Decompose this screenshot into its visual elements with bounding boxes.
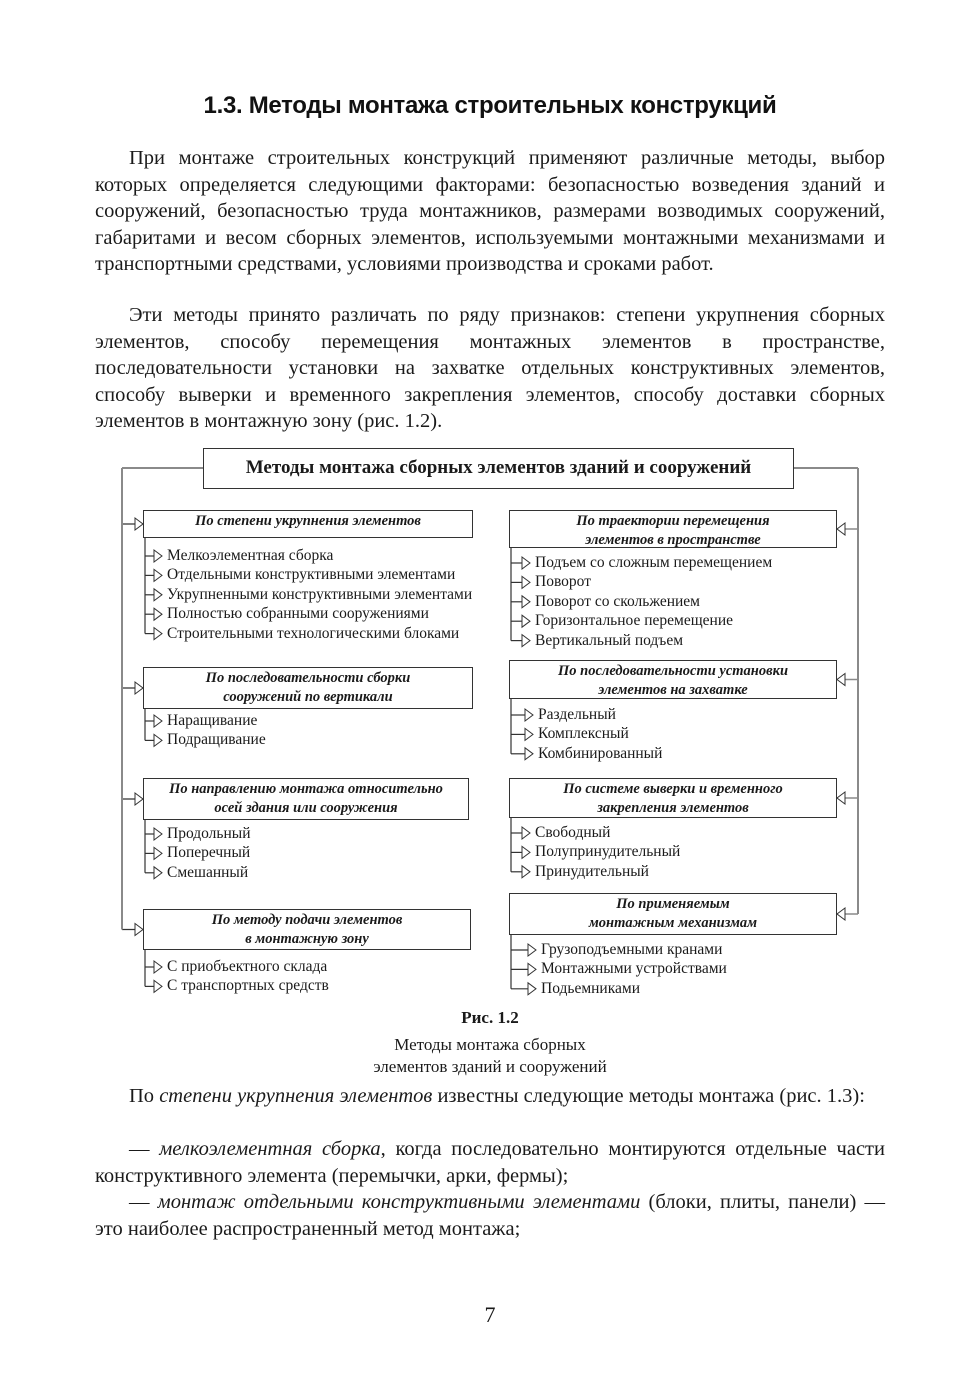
list-item-small-element <box>95 1136 885 1189</box>
arrow-left-icon <box>837 674 845 686</box>
figure-caption-line-1: Методы монтажа сборных <box>394 1035 586 1054</box>
right-category-box-2 <box>509 660 837 699</box>
arrow-right-icon <box>135 924 143 936</box>
method-item: С транспортных средств <box>167 977 329 995</box>
paragraph-enlargement <box>95 1083 885 1110</box>
method-item: Подьемниками <box>541 979 641 997</box>
arrow-right-icon <box>528 944 536 956</box>
left-category-box-1 <box>143 510 473 538</box>
arrow-left-icon <box>837 523 845 535</box>
arrow-right-icon <box>154 980 162 992</box>
method-item: Горизонтальное перемещение <box>535 612 734 630</box>
list-item-separate-elements <box>95 1189 885 1242</box>
category-title-line: элементов в пространстве <box>585 532 761 548</box>
method-item: Поперечный <box>167 844 251 862</box>
diagram-title-box: Методы монтажа сборных элементов зданий и сооружений <box>203 448 794 489</box>
arrow-right-icon <box>154 961 162 973</box>
arrow-right-icon <box>525 728 533 740</box>
arrow-right-icon <box>135 682 143 694</box>
method-item: Комплексный <box>538 725 629 743</box>
method-item: Раздельный <box>538 706 616 723</box>
page-number: 7 <box>484 1302 496 1327</box>
category-title-line: сооружений по вертикали <box>223 689 393 705</box>
arrow-right-icon <box>528 963 536 975</box>
arrow-right-icon <box>154 608 162 620</box>
paragraph-intro: При монтаже строительных конструкций применяют различные методы, выбор которых определяется следующими факторами: безопасностью возведения зданий и сооружений, безопасностью труда монтажников, размерами возводимых сооружений, габаритами и весом сборных элементов, используемыми монтажными механизмами и транспортными средствами, условиями производства и сроками работ. <box>95 147 885 275</box>
arrow-right-icon <box>522 635 530 647</box>
method-item: Смешанный <box>167 863 249 881</box>
category-title-line: По направлению монтажа относительно <box>169 781 443 797</box>
arrow-right-icon <box>135 793 143 805</box>
arrow-right-icon <box>154 589 162 601</box>
arrow-right-icon <box>522 846 530 858</box>
paragraph-criteria: Эти методы принято различать по ряду признаков: степени укрупнения сборных элементов, способу перемещения монтажных элементов в пространстве, последовательности установки на захватке отдельных конструктивных элементов, способу выверки и временного закрепления элементов, способу доставки сборных элементов в монтажную зону (рис. 1.2). <box>95 304 885 432</box>
arrow-right-icon <box>154 734 162 746</box>
left-category-box-2 <box>143 667 473 709</box>
right-category-box-4 <box>509 893 837 935</box>
method-item: Поворот со скольжением <box>535 592 700 610</box>
method-item: Продольный <box>167 825 251 842</box>
right-category-box-3 <box>509 778 837 818</box>
left-category-box-4 <box>143 909 471 950</box>
category-title-line: в монтажную зону <box>245 931 369 947</box>
arrow-right-icon <box>522 576 530 588</box>
category-title-line: По применяемым <box>616 896 730 912</box>
category-title-line: монтажным механизмам <box>588 915 758 931</box>
arrow-right-icon <box>525 709 533 721</box>
method-item: Наращивание <box>167 712 258 729</box>
text: (блоки, плиты, панели) — это наиболее распространенный метод монтажа; <box>95 1191 886 1240</box>
arrow-right-icon <box>522 557 530 569</box>
method-item: Отдельными конструктивными элементами <box>167 566 456 584</box>
dash: — <box>129 1138 160 1160</box>
category-title-line: осей здания или сооружения <box>214 800 398 816</box>
text: , когда последовательно монтируются отдельные части конструктивного элемента (перемычки, арки, фермы); <box>95 1138 885 1187</box>
method-item: Монтажными устройствами <box>541 960 727 978</box>
text: известны следующие методы монтажа (рис. 1.3): <box>432 1085 865 1107</box>
arrow-right-icon <box>522 866 530 878</box>
method-item: Комбинированный <box>538 744 663 762</box>
category-title-line: По последовательности установки <box>557 663 789 679</box>
category-title-line: элементов на захватке <box>598 682 748 698</box>
arrow-right-icon <box>522 827 530 839</box>
arrow-right-icon <box>154 847 162 859</box>
method-item: Принудительный <box>535 862 649 880</box>
arrow-right-icon <box>154 569 162 581</box>
arrow-left-icon <box>837 792 845 804</box>
figure-caption-line-2: элементов зданий и сооружений <box>373 1057 607 1076</box>
method-item: Подращивание <box>167 731 266 749</box>
arrow-right-icon <box>154 715 162 727</box>
emphasis: степени укрупнения элементов <box>159 1085 433 1107</box>
category-title-line: По траектории перемещения <box>576 513 770 529</box>
method-item: Свободный <box>535 824 611 841</box>
arrow-right-icon <box>522 596 530 608</box>
arrow-right-icon <box>154 867 162 879</box>
arrow-left-icon <box>837 908 845 920</box>
method-item: Мелкоэлементная сборка <box>167 547 334 564</box>
method-item: Полупринудительный <box>535 843 681 861</box>
figure-number: Рис. 1.2 <box>461 1008 519 1027</box>
emphasis: мелкоэлементная сборка <box>159 1138 381 1160</box>
arrow-right-icon <box>525 748 533 760</box>
method-item: С приобъектного склада <box>167 958 328 975</box>
method-item: Укрупненными конструктивными элементами <box>167 585 473 603</box>
category-title-line: закрепления элементов <box>597 800 749 816</box>
dash: — <box>129 1191 158 1213</box>
left-category-box-3 <box>143 778 469 820</box>
right-category-box-1 <box>509 510 837 548</box>
arrow-right-icon <box>522 615 530 627</box>
category-title-line: По методу подачи элементов <box>211 912 403 928</box>
method-item: Полностью собранными сооружениями <box>167 605 429 623</box>
arrow-right-icon <box>135 518 143 530</box>
category-title-line: По системе выверки и временного <box>563 781 783 797</box>
arrow-right-icon <box>154 628 162 640</box>
arrow-right-icon <box>154 550 162 562</box>
method-item: Подъем со сложным перемещением <box>535 554 773 571</box>
method-item: Поворот <box>535 573 591 591</box>
text: По <box>129 1085 160 1107</box>
category-title-line: По последовательности сборки <box>205 670 411 686</box>
arrow-right-icon <box>154 828 162 840</box>
emphasis: монтаж отдельными конструктивными элементами <box>157 1191 641 1213</box>
method-item: Строительными технологическими блоками <box>167 624 460 642</box>
method-item: Вертикальный подъем <box>535 631 684 649</box>
method-item: Грузоподъемными кранами <box>541 941 723 958</box>
arrow-right-icon <box>528 983 536 995</box>
category-title-line: По степени укрупнения элементов <box>195 513 421 529</box>
section-heading: 1.3. Методы монтажа строительных конструкций <box>203 92 777 119</box>
